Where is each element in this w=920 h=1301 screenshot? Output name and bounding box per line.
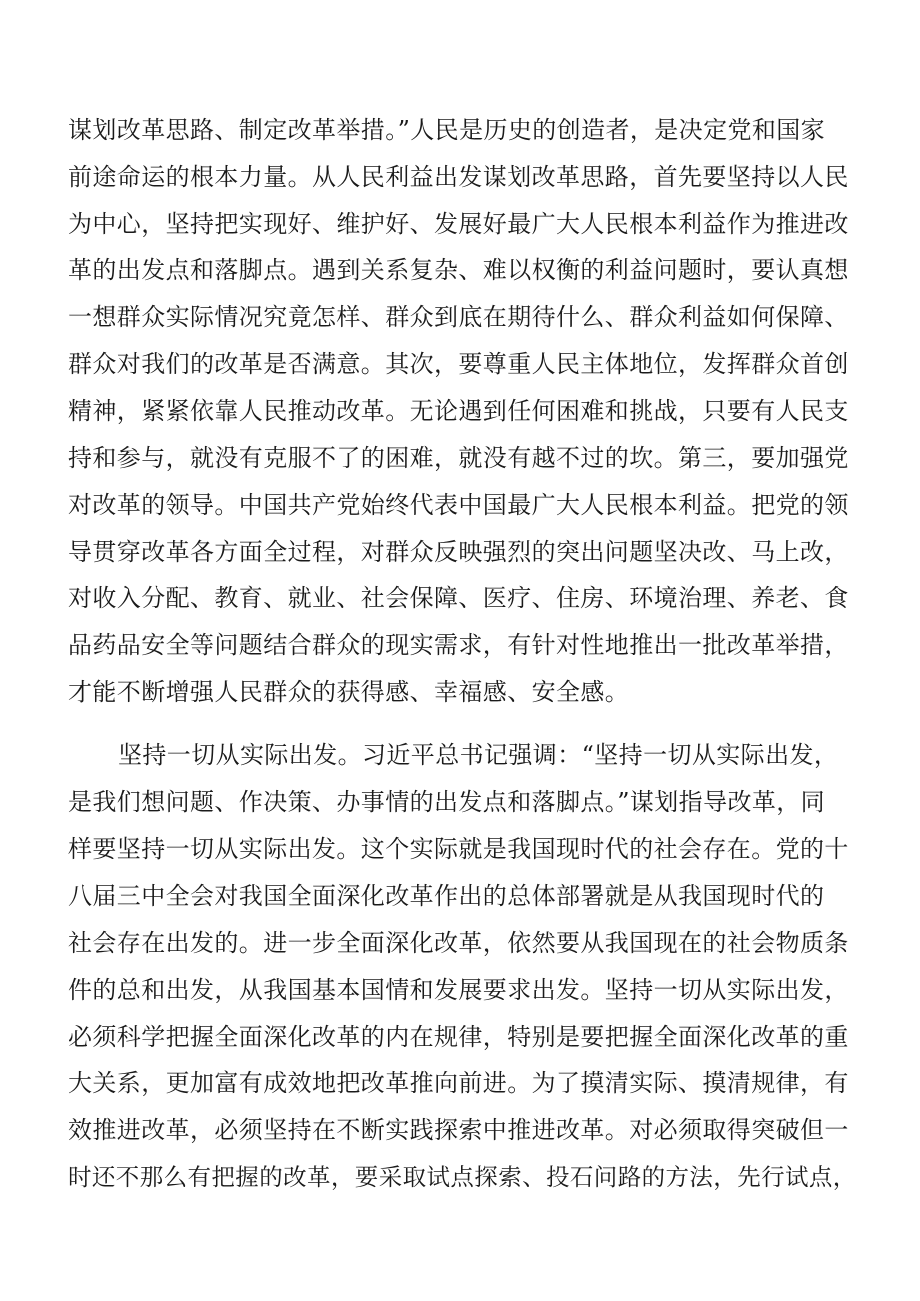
paragraph2-line-5: 社会存在出发的。进一步全面深化改革，依然要从我国现在的社会物质条 (68, 929, 849, 957)
paragraph1-line-7: 精神，紧紧依靠人民推动改革。无论遇到任何困难和挑战，只要有人民支 (68, 397, 849, 425)
paragraph1-line-12: 品药品安全等问题结合群众的现实需求，有针对性地推出一批改革举措， (68, 631, 849, 659)
paragraph1-line-2: 前途命运的根本力量。从人民利益出发谋划改革思路，首先要坚持以人民 (68, 163, 849, 191)
paragraph2-line-9: 效推进改革，必须坚持在不断实践探索中推进改革。对必须取得突破但一 (68, 1116, 849, 1144)
paragraph2-line-2: 是我们想问题、作决策、办事情的出发点和落脚点。”谋划指导改革，同 (68, 788, 826, 816)
paragraph1-line-6: 群众对我们的改革是否满意。其次，要尊重人民主体地位，发挥群众首创 (68, 350, 849, 378)
paragraph1-line-13: 才能不断增强人民群众的获得感、幸福感、安全感。 (68, 678, 630, 706)
paragraph2-line-3: 样要坚持一切从实际出发。这个实际就是我国现时代的社会存在。党的十 (68, 835, 849, 863)
paragraph1-line-1: 谋划改革思路、制定改革举措。”人民是历史的创造者，是决定党和国家 (68, 116, 826, 144)
paragraph1-line-9: 对改革的领导。中国共产党始终代表中国最广大人民根本利益。把党的领 (68, 491, 849, 519)
paragraph1-line-5: 一想群众实际情况究竟怎样、群众到底在期待什么、群众利益如何保障、 (68, 303, 849, 331)
paragraph1-line-4: 革的出发点和落脚点。遇到关系复杂、难以权衡的利益问题时，要认真想 (68, 256, 849, 284)
paragraph1-line-10: 导贯穿改革各方面全过程，对群众反映强烈的突出问题坚决改、马上改， (68, 538, 849, 566)
paragraph1-line-8: 持和参与，就没有克服不了的困难，就没有越不过的坎。第三，要加强党 (68, 444, 849, 472)
paragraph2-line-4: 八届三中全会对我国全面深化改革作出的总体部署就是从我国现时代的 (68, 882, 825, 910)
paragraph2-line-8: 大关系，更加富有成效地把改革推向前进。为了摸清实际、摸清规律，有 (68, 1069, 849, 1097)
paragraph1-line-3: 为中心，坚持把实现好、维护好、发展好最广大人民根本利益作为推进改 (68, 210, 849, 238)
paragraph2-line-10: 时还不那么有把握的改革，要采取试点探索、投石问路的方法，先行试点， (68, 1163, 857, 1191)
paragraph2-line-1: 坚持一切从实际出发。习近平总书记强调：“坚持一切从实际出发， (118, 741, 839, 769)
paragraph2-line-6: 件的总和出发，从我国基本国情和发展要求出发。坚持一切从实际出发， (68, 976, 849, 1004)
paragraph1-line-11: 对收入分配、教育、就业、社会保障、医疗、住房、环境治理、养老、食 (68, 584, 849, 612)
paragraph2-line-7: 必须科学把握全面深化改革的内在规律，特别是要把握全面深化改革的重 (68, 1023, 849, 1051)
